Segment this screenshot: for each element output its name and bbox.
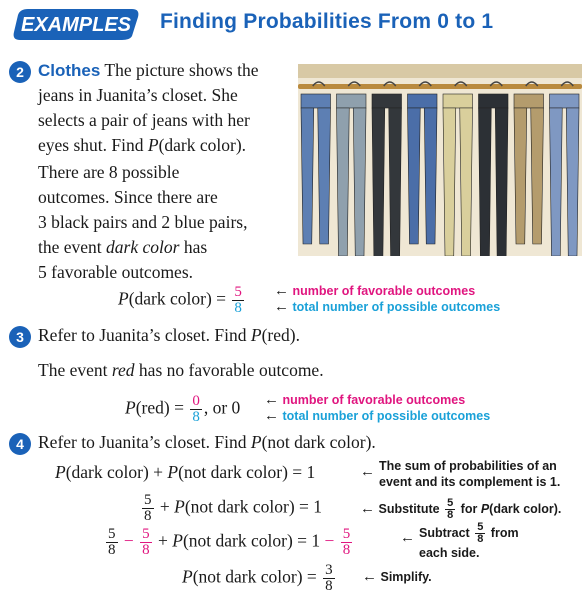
example-2-marker [8, 60, 32, 84]
jeans-right-leg [424, 108, 437, 244]
jeans-waistband [301, 94, 331, 108]
jeans-right-leg [318, 108, 331, 244]
closet-shelf [298, 64, 582, 78]
jeans-right-leg [566, 108, 579, 256]
example-2-equation: P(dark color) = $\frac{5}{8}$ [118, 284, 242, 316]
jeans-right-leg [353, 108, 366, 256]
examples-badge-label: EXAMPLES [20, 14, 132, 36]
examples-badge [10, 6, 142, 42]
example-4-note-4: ← Simplify. [362, 569, 432, 585]
svg-text:2: 2 [16, 64, 24, 80]
example-3-marker [8, 325, 32, 349]
jeans-right-leg [389, 108, 402, 256]
jeans-right-leg [460, 108, 473, 256]
svg-text:3: 3 [16, 329, 24, 345]
example-4-line-1: P(dark color) + P(not dark color) = 1 [55, 462, 316, 482]
jeans-left-leg [408, 108, 421, 244]
jeans-waistband [514, 94, 544, 108]
jeans-waistband [550, 94, 580, 108]
example-2-notes: ← number of favorable outcomes ← total number of possible outcomes [274, 283, 501, 315]
closet-jeans-photo [298, 64, 582, 256]
section-title: Finding Probabilities From 0 to 1 [160, 10, 494, 33]
jeans-waistband [408, 94, 438, 108]
jeans-left-leg [337, 108, 350, 256]
fraction-0-8: $\frac{0}{8}$ [192, 393, 200, 425]
example-4-line-3: $\frac{5}{8}$ − $\frac{5}{8}$ + P(not dark color) = 1 − $\frac{5}{8}$ [108, 526, 351, 558]
example-3-text: The event red has no favorable outcome. [38, 360, 324, 380]
svg-text:4: 4 [16, 436, 24, 452]
example-4-line-2: $\frac{5}{8}$ + P(not dark color) = 1 [144, 492, 323, 524]
example-4-note-3: ← Subtract $\frac{5}{8}$ from each side. [400, 521, 519, 560]
example-2-explanation: There are 8 possible outcomes. Since there are 3 black pairs and 2 blue pairs, the event dark color has 5 favorable outcomes. [38, 162, 248, 282]
jeans-left-leg [550, 108, 563, 256]
example-4-note-2: ← Substitute $\frac{5}{8}$ for P(dark color). [360, 497, 562, 521]
jeans-waistband [479, 94, 509, 108]
example-4-marker [8, 432, 32, 456]
jeans-waistband [337, 94, 367, 108]
example-3-equation: P(red) = $\frac{0}{8}$ , or 0 [125, 393, 241, 425]
example-4-note-1: ← The sum of probabilities of an event and its complement is 1. [360, 459, 561, 489]
closet-rod [298, 84, 582, 89]
fraction-5-8: $\frac{5}{8}$ [234, 284, 242, 316]
example-4-line-4: P(not dark color) = $\frac{3}{8}$ [182, 562, 333, 594]
example-3-prompt: Refer to Juanita’s closet. Find P(red). [38, 325, 300, 345]
jeans-left-leg [301, 108, 314, 244]
jeans-left-leg [479, 108, 492, 256]
jeans-left-leg [443, 108, 456, 256]
jeans-left-leg [372, 108, 385, 256]
jeans-waistband [443, 94, 473, 108]
example-4-prompt: Refer to Juanita’s closet. Find P(not dark color). [38, 432, 376, 452]
example-2-intro: Clothes The picture shows the jeans in Juanita’s closet. She selects a pair of jeans with her eyes shut. Find P(dark color). [38, 60, 259, 155]
jeans-waistband [372, 94, 402, 108]
jeans-left-leg [514, 108, 527, 244]
example-3-notes: ← number of favorable outcomes ← total number of possible outcomes [264, 392, 491, 424]
example-2-heading: Clothes [38, 61, 101, 80]
jeans-right-leg [531, 108, 544, 244]
jeans-right-leg [495, 108, 508, 256]
